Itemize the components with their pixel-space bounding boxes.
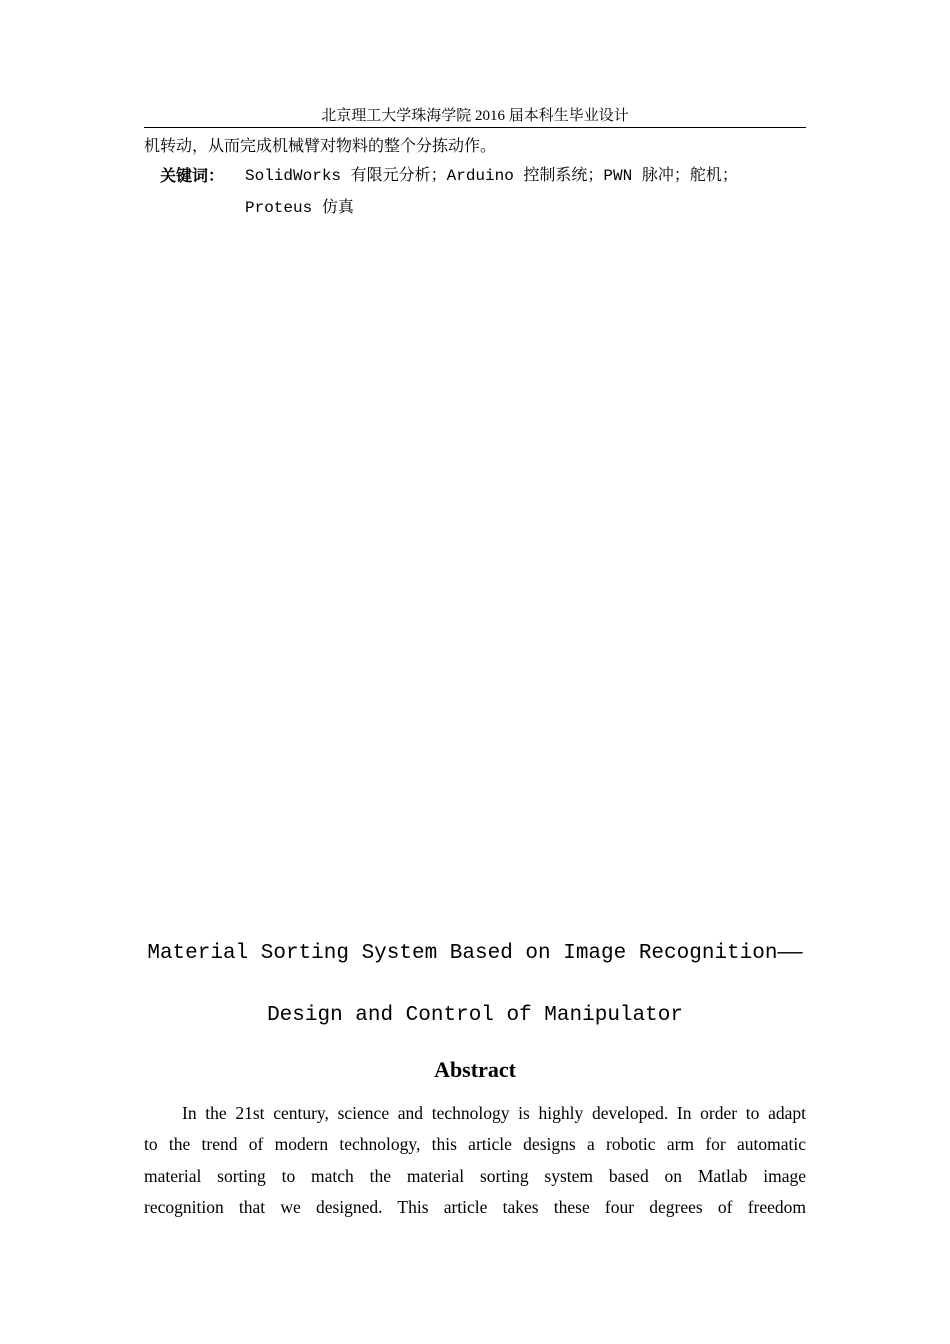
keywords-label: 关键词：	[160, 166, 225, 185]
page-header: 北京理工大学珠海学院 2016 届本科生毕业设计	[321, 108, 629, 124]
keywords-line-1: SolidWorks 有限元分析；Arduino 控制系统；PWN 脉冲；舵机；	[245, 167, 738, 185]
english-title-line-1: Material Sorting System Based on Image Recognition——	[147, 942, 803, 965]
chinese-abstract-last-line: 机转动，从而完成机械臂对物料的整个分拣动作。	[144, 138, 497, 155]
abstract-line: recognition that we designed. This article takes these four degrees of freedom	[144, 1196, 806, 1217]
abstract-heading: Abstract	[434, 1057, 516, 1082]
abstract-line: to the trend of modern technology, this article designs a robotic arm for automatic	[144, 1134, 806, 1155]
english-title-line-2: Design and Control of Manipulator	[267, 1004, 683, 1027]
abstract-body	[144, 1098, 806, 1223]
abstract-line: In the 21st century, science and technology is highly developed. In order to adapt	[182, 1103, 806, 1123]
abstract-line: material sorting to match the material sorting system based on Matlab image	[144, 1165, 806, 1186]
keywords-line-2: Proteus 仿真	[245, 199, 354, 217]
header-rule	[144, 127, 806, 128]
